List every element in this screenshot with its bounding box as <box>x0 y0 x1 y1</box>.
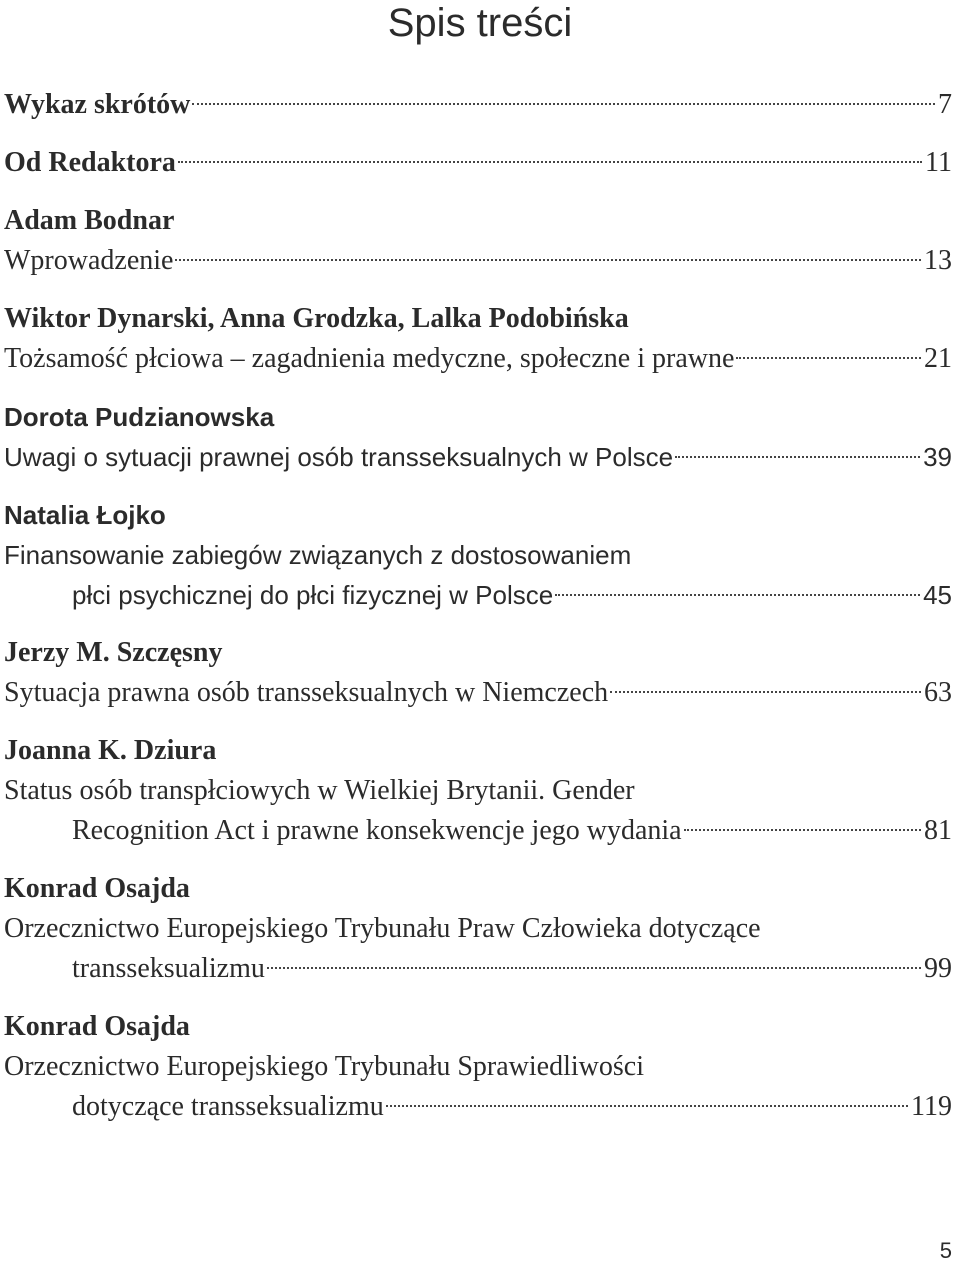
toc-page-number: 81 <box>924 815 952 846</box>
toc-line[interactable] <box>4 575 952 615</box>
toc-page-number: 39 <box>923 442 952 472</box>
toc-line[interactable] <box>4 949 952 989</box>
dot-leader <box>192 103 935 105</box>
toc-page-number: 45 <box>923 580 952 610</box>
toc-entry-title-continued: transseksualizmu <box>72 953 265 984</box>
toc-line[interactable] <box>4 1087 952 1127</box>
toc-entry <box>4 299 952 379</box>
dot-leader <box>386 1105 908 1107</box>
toc-entry-title: Tożsamość płciowa – zagadnienia medyczne, społeczne i prawne <box>4 343 735 374</box>
toc-line <box>4 771 952 811</box>
toc-line[interactable] <box>4 339 952 379</box>
toc-entry <box>4 869 952 989</box>
dot-leader <box>684 829 921 831</box>
toc-page-number: 13 <box>924 245 952 276</box>
toc-entry-title: Wprowadzenie <box>4 245 174 276</box>
toc-author: Konrad Osajda <box>4 1011 190 1042</box>
toc-author: Konrad Osajda <box>4 873 190 904</box>
toc-entry <box>4 201 952 281</box>
dot-leader <box>675 456 920 458</box>
toc-page-number: 21 <box>924 343 952 374</box>
toc-entry-title: Orzecznictwo Europejskiego Trybunału Sprawiedliwości <box>4 1051 644 1082</box>
toc-line[interactable] <box>4 85 952 125</box>
toc-entry-title-continued: płci psychicznej do płci fizycznej w Polsce <box>72 580 554 610</box>
toc-entry-title-continued: dotyczące transseksualizmu <box>72 1091 384 1122</box>
toc-entry-title: Wykaz skrótów <box>4 89 191 120</box>
toc-entry <box>4 143 952 183</box>
toc-entry <box>4 731 952 851</box>
toc-entry <box>4 85 952 125</box>
toc-entry <box>4 397 952 477</box>
page-number: 5 <box>939 1238 952 1263</box>
toc-entry-title: Orzecznictwo Europejskiego Trybunału Praw Człowieka dotyczące <box>4 913 761 944</box>
dot-leader <box>610 691 921 693</box>
toc-entry-title-continued: Recognition Act i prawne konsekwencje jego wydania <box>72 815 682 846</box>
toc-line[interactable] <box>4 143 952 183</box>
toc-line <box>4 1047 952 1087</box>
dot-leader <box>267 967 921 969</box>
toc-entry-title: Uwagi o sytuacji prawnej osób transseksualnych w Polsce <box>4 442 674 472</box>
toc-line[interactable] <box>4 241 952 281</box>
toc-line <box>4 535 952 575</box>
dot-leader <box>178 161 922 163</box>
toc-entry-title: Od Redaktora <box>4 147 176 178</box>
toc-line[interactable] <box>4 437 952 477</box>
toc-author: Adam Bodnar <box>4 205 175 236</box>
toc-entry <box>4 633 952 713</box>
toc-author: Dorota Pudzianowska <box>4 402 275 432</box>
toc-author: Wiktor Dynarski, Anna Grodzka, Lalka Podobińska <box>4 303 629 334</box>
toc-line[interactable] <box>4 811 952 851</box>
toc-page-number: 7 <box>938 89 952 120</box>
dot-leader <box>736 357 921 359</box>
dot-leader <box>555 594 920 596</box>
toc-line <box>4 909 952 949</box>
page-title: Spis treści <box>387 1 573 45</box>
toc-page-number: 63 <box>924 677 952 708</box>
toc-entry <box>4 495 952 615</box>
toc-author: Jerzy M. Szczęsny <box>4 637 223 668</box>
toc-author: Natalia Łojko <box>4 500 166 530</box>
toc-line[interactable] <box>4 673 952 713</box>
toc-entry-title: Sytuacja prawna osób transseksualnych w Niemczech <box>4 677 609 708</box>
dot-leader <box>175 259 921 261</box>
toc-page-number: 119 <box>911 1091 952 1122</box>
toc-page-number: 99 <box>924 953 952 984</box>
toc-author: Joanna K. Dziura <box>4 735 217 766</box>
toc-entry-title: Status osób transpłciowych w Wielkiej Brytanii. Gender <box>4 775 635 806</box>
toc-entry <box>4 1007 952 1127</box>
toc-entry-title: Finansowanie zabiegów związanych z dostosowaniem <box>4 540 632 570</box>
table-of-contents <box>4 85 952 1127</box>
toc-page-number: 11 <box>925 147 952 178</box>
